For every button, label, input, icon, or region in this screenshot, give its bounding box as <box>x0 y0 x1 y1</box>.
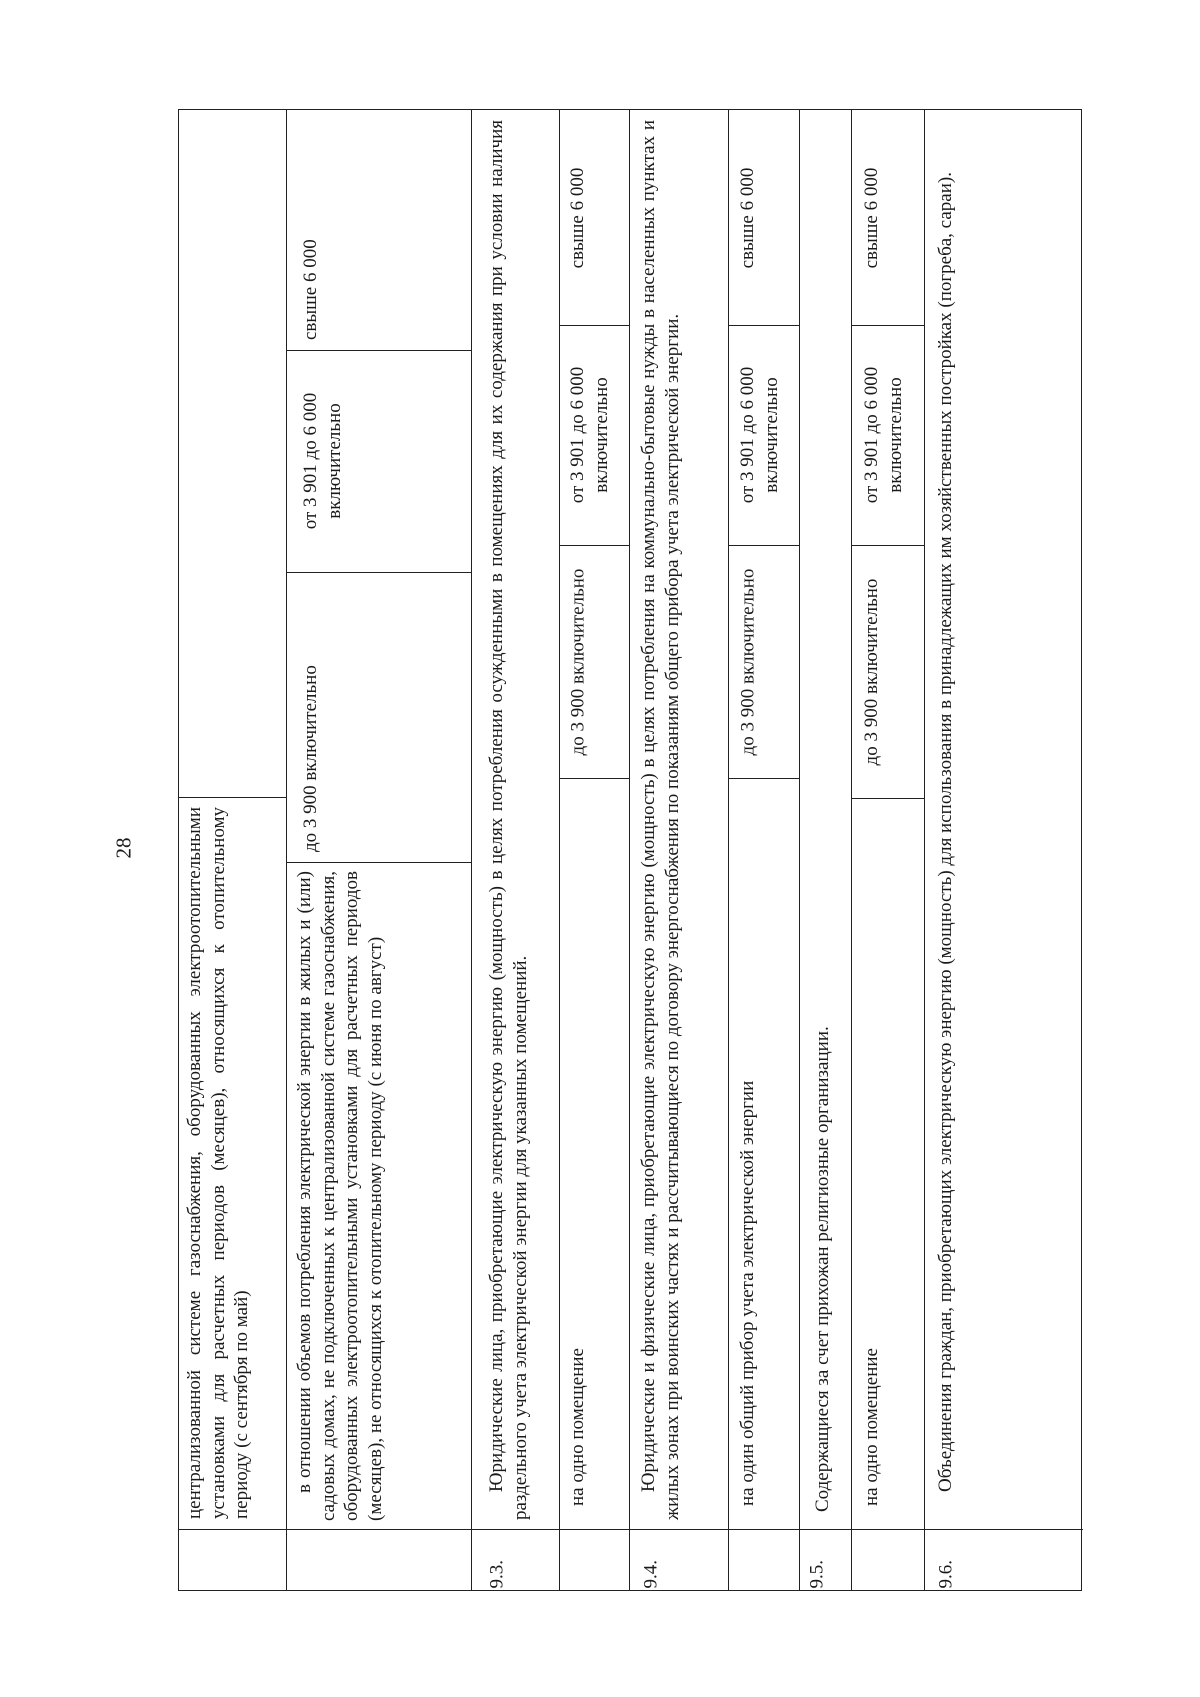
row-9-4-sub-range-2: от 3 901 до 6 000 включительно <box>736 366 781 504</box>
row-summer-range-1-cell <box>286 572 471 862</box>
row-9-3-number: 9.3. <box>486 1559 508 1588</box>
row-9-5-sub-description-cell <box>851 798 924 1529</box>
row-9-4-sub-range-1: до 3 900 включительно <box>737 568 758 755</box>
row-9-4-description-cell <box>629 110 728 1529</box>
row-9-3-sub-description: на одно помещение <box>567 1347 588 1506</box>
row-summer-description-cell <box>286 862 471 1529</box>
row-9-3-sub-description-cell <box>559 778 629 1529</box>
row-9-5-sub-range-1: до 3 900 включительно <box>860 578 882 765</box>
row-9-3-sub-range-1-cell <box>559 545 629 778</box>
row-9-3-description-cell <box>471 110 559 1529</box>
row-summer-range-1: до 3 900 включительно <box>299 665 321 852</box>
row-summer-range-2-cell <box>286 350 471 572</box>
row-9-4-number-cell <box>629 1529 728 1592</box>
row-9-6-number: 9.6. <box>935 1559 956 1588</box>
row-9-6-description-cell <box>924 110 1083 1529</box>
row-9-5-description: Содержащиеся за счет прихожан религиозные организации. <box>812 1025 833 1512</box>
row-9-5-sub-range-2: от 3 901 до 6 000 включительно <box>860 366 905 504</box>
row-9-3-sub-range-2: от 3 901 до 6 000 включительно <box>567 366 612 504</box>
row-9-4-sub-description: на один общий прибор учета электрической энергии <box>736 1080 758 1506</box>
row-9-5-sub-range-3-cell <box>851 110 924 325</box>
row-9-3-number-cell <box>471 1529 559 1592</box>
row-cont-description: централизованной системе газоснабжения, оборудованных электроотопительными установками для расчетных периодов (месяцев), относящихся к отопительному периоду (с сентября по май) <box>183 807 252 1519</box>
row-9-3-sub-range-1: до 3 900 включительно <box>567 568 589 755</box>
row-9-4-sub-range-1-cell <box>728 545 799 778</box>
row-9-5-description-cell <box>799 110 851 1529</box>
row-cont-description-cell <box>179 797 286 1529</box>
row-9-6-description: Объединения граждан, приобретающих электрическую энергию (мощность) для использования в принадлежащих им хозяйственных постройках (погреба, сараи). <box>934 171 956 1492</box>
row-9-5-number: 9.5. <box>806 1559 828 1588</box>
row-9-3-sub-range-3-cell <box>559 110 629 325</box>
row-9-3-sub-range-2-cell <box>559 325 629 545</box>
row-9-3-sub-range-3: свыше 6 000 <box>567 167 588 268</box>
row-9-5-sub-description: на одно помещение <box>860 1347 882 1506</box>
tariff-table <box>178 109 1082 1591</box>
row-9-4-sub-range-3: свыше 6 000 <box>736 167 758 268</box>
row-summer-range-3: свыше 6 000 <box>299 239 321 340</box>
row-9-4-sub-range-3-cell <box>728 110 799 325</box>
row-9-5-sub-range-1-cell <box>851 545 924 798</box>
row-9-4-sub-range-2-cell <box>728 325 799 545</box>
row-summer-range-3-cell <box>286 110 471 350</box>
row-9-4-sub-description-cell <box>728 778 799 1529</box>
row-9-5-number-cell <box>799 1529 851 1592</box>
row-summer-description: в отношении объемов потребления электрической энергии в жилых и (или) садовых домах, не подключенных к централизованной системе газоснабжения, оборудованных электроотопительными установками для расчетных периодов (месяцев), не относящихся к отопительному периоду (с июня по август) <box>293 870 385 1521</box>
page-number: 28 <box>111 837 136 859</box>
row-9-3-description: Юридические лица, приобретающие электрическую энергию (мощность) в целях потребления осужденными в помещениях для их содержания при условии наличия раздельного учета электрической энергии для указанных помещений. <box>486 119 531 1520</box>
row-summer-range-2: от 3 901 до 6 000 включительно <box>299 392 344 530</box>
row-9-6-number-cell <box>924 1529 1083 1592</box>
row-9-5-sub-range-3: свыше 6 000 <box>860 167 882 268</box>
row-9-4-description: Юридические и физические лица, приобретающие электрическую энергию (мощность) в целях потребления на коммунально-бытовые нужды в населенных пунктах и жилых зонах при воинских частях и рассчитывающиеся по договору энергоснабжения по показаниям общего прибора учета электрической энергии. <box>637 119 682 1520</box>
row-9-5-sub-range-2-cell <box>851 325 924 545</box>
row-9-4-number: 9.4. <box>640 1559 661 1588</box>
